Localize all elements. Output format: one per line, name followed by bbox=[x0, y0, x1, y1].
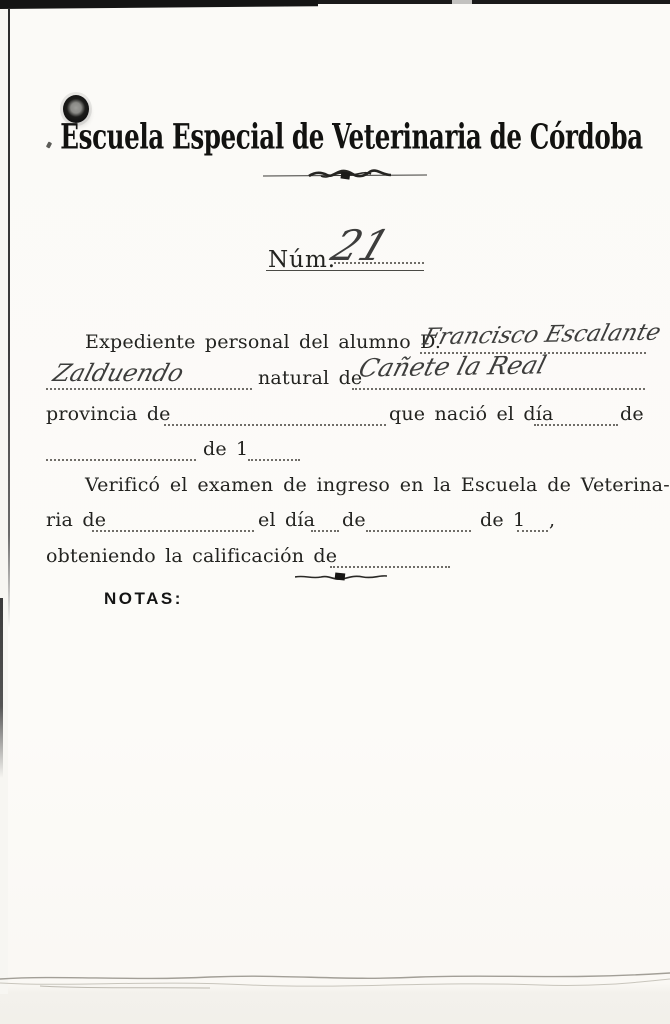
form-line4-text: de 1 bbox=[203, 438, 249, 460]
form-line6-text-c: de bbox=[342, 509, 366, 531]
page-left-edge-line bbox=[8, 8, 10, 628]
notes-label: NOTAS: bbox=[104, 589, 183, 608]
number-fill-rule bbox=[334, 262, 424, 264]
scan-top-edge-shadow bbox=[0, 0, 318, 9]
form-line6-punct: , bbox=[549, 509, 556, 531]
line4-fill-rule-b bbox=[248, 459, 300, 461]
form-line7-text: obteniendo la calificación de bbox=[46, 545, 338, 567]
line2-fill-rule-a bbox=[46, 388, 252, 390]
number-underline bbox=[266, 270, 424, 271]
form-line6-text-b: el día bbox=[258, 509, 316, 531]
form-line5-text: Verificó el examen de ingreso en la Escuela de Veterina- bbox=[85, 474, 670, 496]
line6-fill-rule-d bbox=[517, 530, 548, 532]
header-divider-ornament bbox=[263, 167, 427, 183]
form-line1-text: Expediente personal del alumno D. bbox=[85, 331, 442, 353]
birthplace-handwritten: Cañete la Real bbox=[355, 350, 550, 383]
scan-left-margin bbox=[0, 4, 8, 994]
line2-fill-rule-b bbox=[352, 388, 645, 390]
torn-bottom-edge bbox=[0, 966, 670, 992]
form-line6-text-a: ria de bbox=[46, 509, 107, 531]
line4-fill-rule-a bbox=[46, 459, 196, 461]
line3-fill-rule-a bbox=[164, 424, 386, 426]
number-handwritten-value: 21 bbox=[325, 221, 397, 270]
student-surname-handwritten: Zalduendo bbox=[49, 359, 187, 387]
line6-fill-rule-b bbox=[311, 530, 339, 532]
form-line3-text-b: que nació el día bbox=[389, 403, 554, 425]
form-line3-text-c: de bbox=[620, 403, 644, 425]
section-divider-ornament bbox=[295, 571, 387, 583]
school-title: Escuela Especial de Veterinaria de Córdoba bbox=[60, 117, 643, 158]
form-line6-text-d: de 1 bbox=[480, 509, 526, 531]
line3-fill-rule-b bbox=[534, 424, 618, 426]
student-name-handwritten: Francisco Escalante bbox=[419, 319, 664, 351]
line6-fill-rule-a bbox=[92, 530, 254, 532]
ink-speck bbox=[46, 141, 52, 148]
form-line2-text: natural de bbox=[258, 367, 363, 389]
scan-top-edge-gap bbox=[452, 0, 472, 4]
number-label: Núm. bbox=[268, 247, 337, 273]
form-line3-text-a: provincia de bbox=[46, 403, 171, 425]
line6-fill-rule-c bbox=[366, 530, 471, 532]
line7-fill-rule bbox=[330, 566, 450, 568]
page-left-edge-line-lower bbox=[0, 598, 3, 778]
